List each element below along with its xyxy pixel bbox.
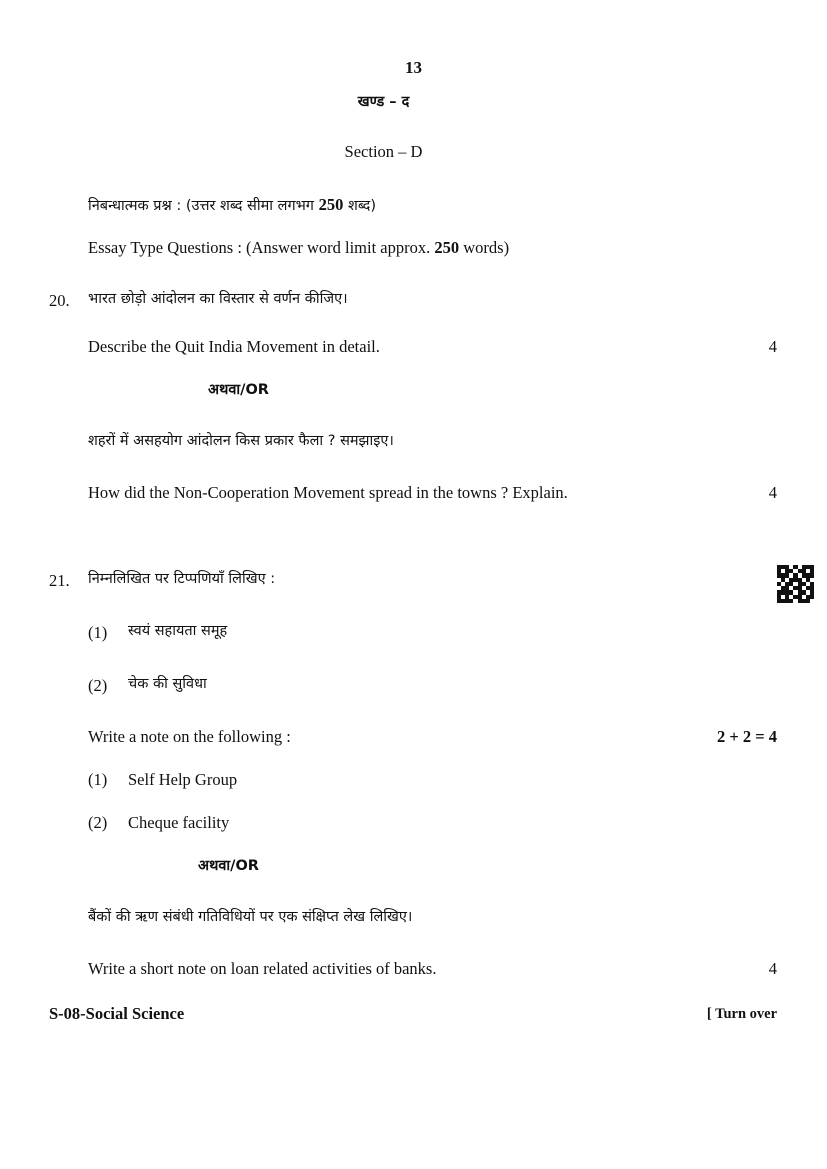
instruction-english [88, 240, 509, 257]
question-21-hindi-item-2-label: (2) [88, 676, 108, 695]
question-21-alt-english: Write a short note on loan related activities of banks. [88, 959, 437, 978]
question-21-english: Write a note on the following : [88, 727, 291, 746]
qr-code [777, 565, 814, 603]
question-21-english-item-1: Self Help Group [128, 770, 238, 789]
question-20-marks: 4 [768, 337, 777, 356]
instruction-hindi-number: 250 [318, 195, 344, 214]
instruction-english-prefix: Essay Type Questions : (Answer word limit approx. [88, 238, 435, 257]
section-title-english: Section – D [344, 142, 423, 161]
instruction-hindi-prefix: निबन्धात्मक प्रश्न : (उत्तर शब्द सीमा लगभग [88, 198, 319, 214]
question-21-hindi-item-2: चेक की सुविधा [128, 676, 207, 692]
section-title-hindi: खण्ड – द [357, 94, 410, 110]
question-21-hindi: निम्नलिखित पर टिप्पणियाँ लिखिए : [88, 571, 276, 587]
instruction-hindi-suffix: शब्द) [343, 198, 376, 214]
question-20-alt-hindi: शहरों में असहयोग आंदोलन किस प्रकार फैला ? समझाइए। [88, 433, 394, 449]
question-20-hindi: भारत छोड़ो आंदोलन का विस्तार से वर्णन कीजिए। [88, 291, 348, 307]
question-21-english-item-2-label: (2) [88, 813, 108, 832]
question-21-english-item-1-label: (1) [88, 770, 108, 789]
question-21-alt-hindi: बैंकों की ऋण संबंधी गतिविधियों पर एक संक्षिप्त लेख लिखिए। [88, 909, 413, 925]
page-number: 13 [405, 58, 422, 77]
question-21-alt-marks: 4 [768, 959, 777, 978]
question-21-or: अथवा/OR [198, 858, 259, 874]
question-21-hindi-item-1-label: (1) [88, 623, 108, 642]
question-21-hindi-item-1: स्वयं सहायता समूह [128, 623, 228, 639]
question-21-marks: 2 + 2 = 4 [716, 727, 777, 746]
instruction-english-suffix: words) [459, 238, 510, 257]
question-20-english: Describe the Quit India Movement in detail. [88, 337, 380, 356]
question-20-alt-marks: 4 [768, 483, 777, 502]
question-21-english-item-2: Cheque facility [128, 813, 230, 832]
question-20-or: अथवा/OR [208, 382, 269, 398]
instruction-english-number: 250 [434, 238, 460, 257]
footer-turn-over: [ Turn over [706, 1006, 777, 1022]
question-21-number: 21. [49, 571, 70, 590]
question-20-alt-english: How did the Non-Cooperation Movement spread in the towns ? Explain. [88, 483, 568, 502]
question-20-number: 20. [49, 291, 70, 310]
footer-paper-code: S-08-Social Science [49, 1004, 185, 1023]
instruction-hindi [88, 197, 376, 214]
